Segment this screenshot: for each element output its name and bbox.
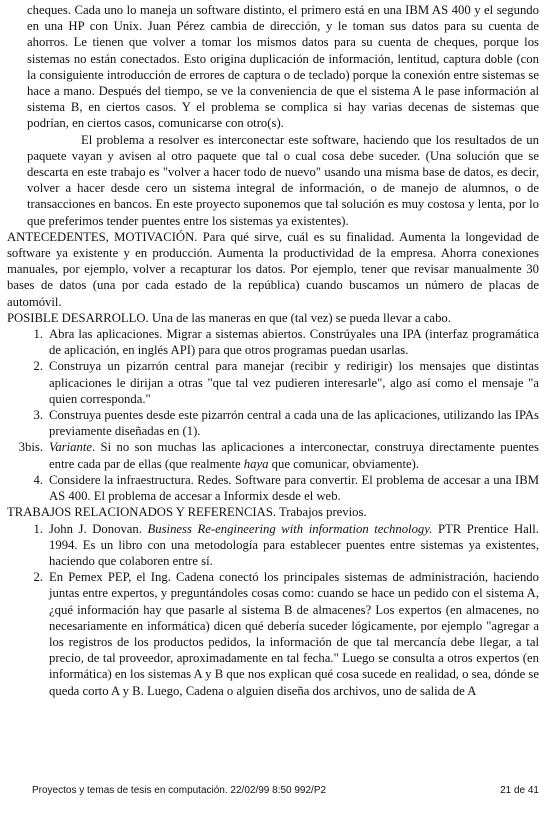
variante-label: Variante (49, 440, 92, 455)
reference-title: Business Re-engineering with information technology. (147, 521, 433, 536)
list-item-number: 3. (33, 408, 43, 423)
list-item-text: Construya puentes desde este pizarrón central a cada una de las aplicaciones, utilizando las IPAs previamente diseñadas en (1). (49, 408, 539, 439)
footer-page-number: 21 de 41 (500, 785, 539, 796)
footer-document-info: Proyectos y temas de tesis en computación. 22/02/99 8:50 992/P2 (32, 785, 327, 796)
section-antecedentes: ANTECEDENTES, MOTIVACIÓN. Para qué sirve, cuál es su finalidad. Aumenta la longevidad de software ya existente y en producción. Aumenta la productividad de la empresa. Ahorra conexiones manuales, por ejemplo, volver a recapturar los datos. Por ejemplo, tener que revisar manualmente 30 bases de datos (una por cada estado de la república) cuando buscamos un número de placas de automóvil. (7, 229, 539, 309)
list-item-number: 1. (33, 327, 43, 342)
reference-number: 1. (33, 521, 43, 536)
list-item-number: 2. (33, 359, 43, 374)
list-item-number: 3bis. (18, 440, 43, 455)
list-item (7, 358, 539, 407)
paragraph-intro: cheques. Cada uno lo maneja un software distinto, el primero está en una IBM AS 400 y el segundo en una HP con Unix. Juan Pérez cambia de dirección, y le toman sus datos para su cuenta de ahorros. Le tienen que volver a tomar los mismos datos para su cuenta de cheques, porque los sistemas no están conectados. Esto origina duplicación de información, lentitud, captura doble (con la consiguiente introducción de errores de captura o de teclado) porque la conexión entre sistemas se hace a mano. Después del tiempo, se ve la conveniencia de que el sistema A le pase información al sistema B, en ciertos casos. Y el problema se complica si hay varias decenas de sistemas que podrían, en ciertos casos, comunicarse con otro(s). (27, 3, 539, 131)
reference-item (7, 569, 539, 699)
list-item (7, 407, 539, 439)
page-footer (32, 785, 539, 796)
variante-text-1: . Si no son muchas las aplicaciones a interconectar, construya directamente puentes entre cada par de ellas (que realmente (49, 440, 539, 471)
list-item-text (49, 439, 539, 471)
list-item-text: Abra las aplicaciones. Migrar a sistemas abiertos. Constrúyales una IPA (interfaz programática de aplicación, en inglés API) para que otros programas puedan usarlas. (49, 327, 539, 358)
reference-rest: PTR Prentice Hall. 1994. Es un libro con una metodología para establecer puentes entre sistemas ya existentes, haciendo que colaboren entre sí. (49, 521, 539, 568)
list-item (7, 326, 539, 358)
reference-text: En Pemex PEP, el Ing. Cadena conectó los principales sistemas de administración, haciendo juntas entre expertos, y preguntándoles cosas como: cuando se hace un pedido con el sistema A, ¿qué información hay que pasarle al sistema B de almacenes? Los expertos (en almacenes, no necesariamente en informática) dicen qué debería suceder lógicamente, por ejemplo "agregar a los registros de los productos pedidos, la información de que tal mercancía debe llegar, a tal precio, de tal proveedor, aproximadamente en tal fecha." Luego se consulta a otros expertos (en informática) en los sistemas A y B que nos explican qué cosa sucede en realidad, o sea, dónde se queda corto A y B. Luego, Cadena o alguien diseña dos archivos, uno de salida de A (49, 570, 539, 698)
variante-text-2: que comunicar, obviamente). (268, 456, 420, 471)
section-posible-desarrollo: POSIBLE DESARROLLO. Una de las maneras en que (tal vez) se pueda llevar a cabo. (7, 310, 451, 325)
reference-item (7, 521, 539, 570)
paragraph-problema: El problema a resolver es interconectar este software, haciendo que los resultados de un paquete vayan y avisen al otro paquete que tal o cual cosa debe suceder. (Una solución que se descarta en este trabajo es "volver a hacer todo de nuevo" usando una misma base de datos, es decir, volver a hacer desde cero un sistema integral de información, o de manejo de alumnos, o de transacciones en bancos. En este proyecto suponemos que tal solución es muy costosa y lenta, por lo que preferimos tender puentes entre los sistemas ya existentes). (27, 132, 539, 228)
page-body (7, 2, 539, 699)
reference-text (49, 521, 539, 570)
reference-author: John J. Donovan. (49, 521, 148, 536)
list-item-number: 4. (33, 472, 43, 487)
section-trabajos-relacionados: TRABAJOS RELACIONADOS Y REFERENCIAS. Trabajos previos. (7, 505, 367, 520)
list-item-variante (7, 439, 539, 471)
list-item-text: Considere la infraestructura. Redes. Software para convertir. El problema de accesar a una IBM AS 400. El problema de accesar a Informix desde el web. (49, 472, 539, 504)
haya-emphasis: haya (243, 456, 269, 471)
reference-number: 2. (33, 570, 43, 585)
list-item-text: Construya un pizarrón central para manejar (recibir y redirigir) los mensajes que distintas aplicaciones le dirijan a otras "que tal vez pudieren interesarle", algo así como el mensaje "a quien corresponda." (49, 359, 539, 406)
list-item (7, 472, 539, 504)
